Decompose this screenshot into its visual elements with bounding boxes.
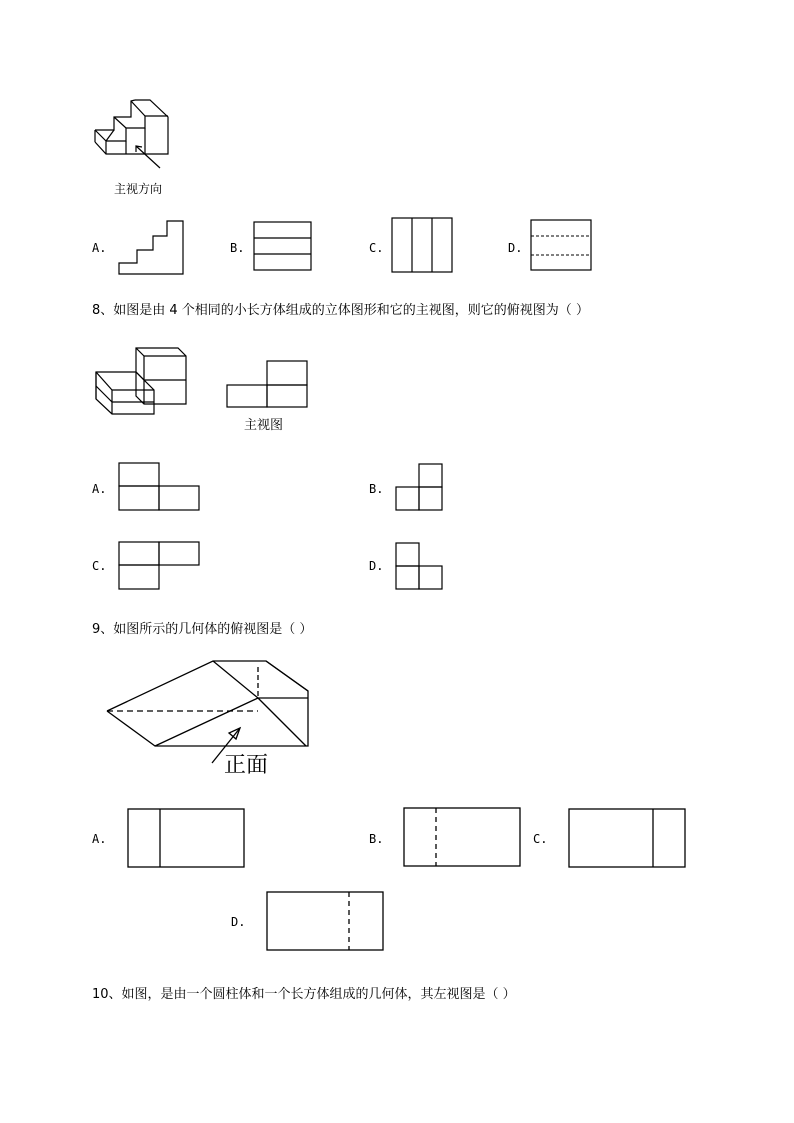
q9-option-b-figure[interactable] <box>402 806 522 868</box>
question-9-text: 9、如图所示的几何体的俯视图是（ ） <box>92 622 313 637</box>
q9-option-a-label[interactable]: A. <box>92 832 107 846</box>
question-10-text: 10、如图，是由一个圆柱体和一个长方体组成的几何体，其左视图是（ ） <box>92 987 516 1002</box>
q8-option-d-label[interactable]: D. <box>369 559 384 573</box>
q9-option-d-figure[interactable] <box>265 890 385 952</box>
q8-option-a-figure[interactable] <box>117 461 203 513</box>
q8-option-a-label[interactable]: A. <box>92 482 107 496</box>
q9-option-b-label[interactable]: B. <box>369 832 384 846</box>
q8-option-c-figure[interactable] <box>117 540 203 592</box>
q8-option-b-label[interactable]: B. <box>369 482 384 496</box>
q7-option-d-label[interactable]: D. <box>508 241 523 255</box>
q7-option-c-figure[interactable] <box>390 217 454 273</box>
q8-solid-figure <box>92 344 202 424</box>
front-direction-label: 正面 <box>224 753 269 778</box>
q7-option-b-label[interactable]: B. <box>230 241 245 255</box>
q9-option-c-figure[interactable] <box>567 807 687 869</box>
q8-option-d-figure[interactable] <box>394 541 444 593</box>
q7-option-c-label[interactable]: C. <box>369 241 384 255</box>
front-view-caption: 主视图 <box>244 418 284 433</box>
q9-option-a-figure[interactable] <box>126 807 246 869</box>
q8-option-c-label[interactable]: C. <box>92 559 107 573</box>
q8-option-b-figure[interactable] <box>394 462 444 514</box>
q7-option-b-figure[interactable] <box>253 220 313 272</box>
q7-option-d-figure[interactable] <box>529 219 593 273</box>
question-8-text: 8、如图是由 4 个相同的小长方体组成的立体图形和它的主视图，则它的俯视图为（ ） <box>92 303 589 318</box>
q7-option-a-label[interactable]: A. <box>92 241 107 255</box>
q9-option-d-label[interactable]: D. <box>231 915 246 929</box>
view-direction-caption: 主视方向 <box>114 182 163 196</box>
q7-option-a-figure[interactable] <box>115 218 185 278</box>
q8-front-view-figure <box>225 359 311 411</box>
q9-option-c-label[interactable]: C. <box>533 832 548 846</box>
